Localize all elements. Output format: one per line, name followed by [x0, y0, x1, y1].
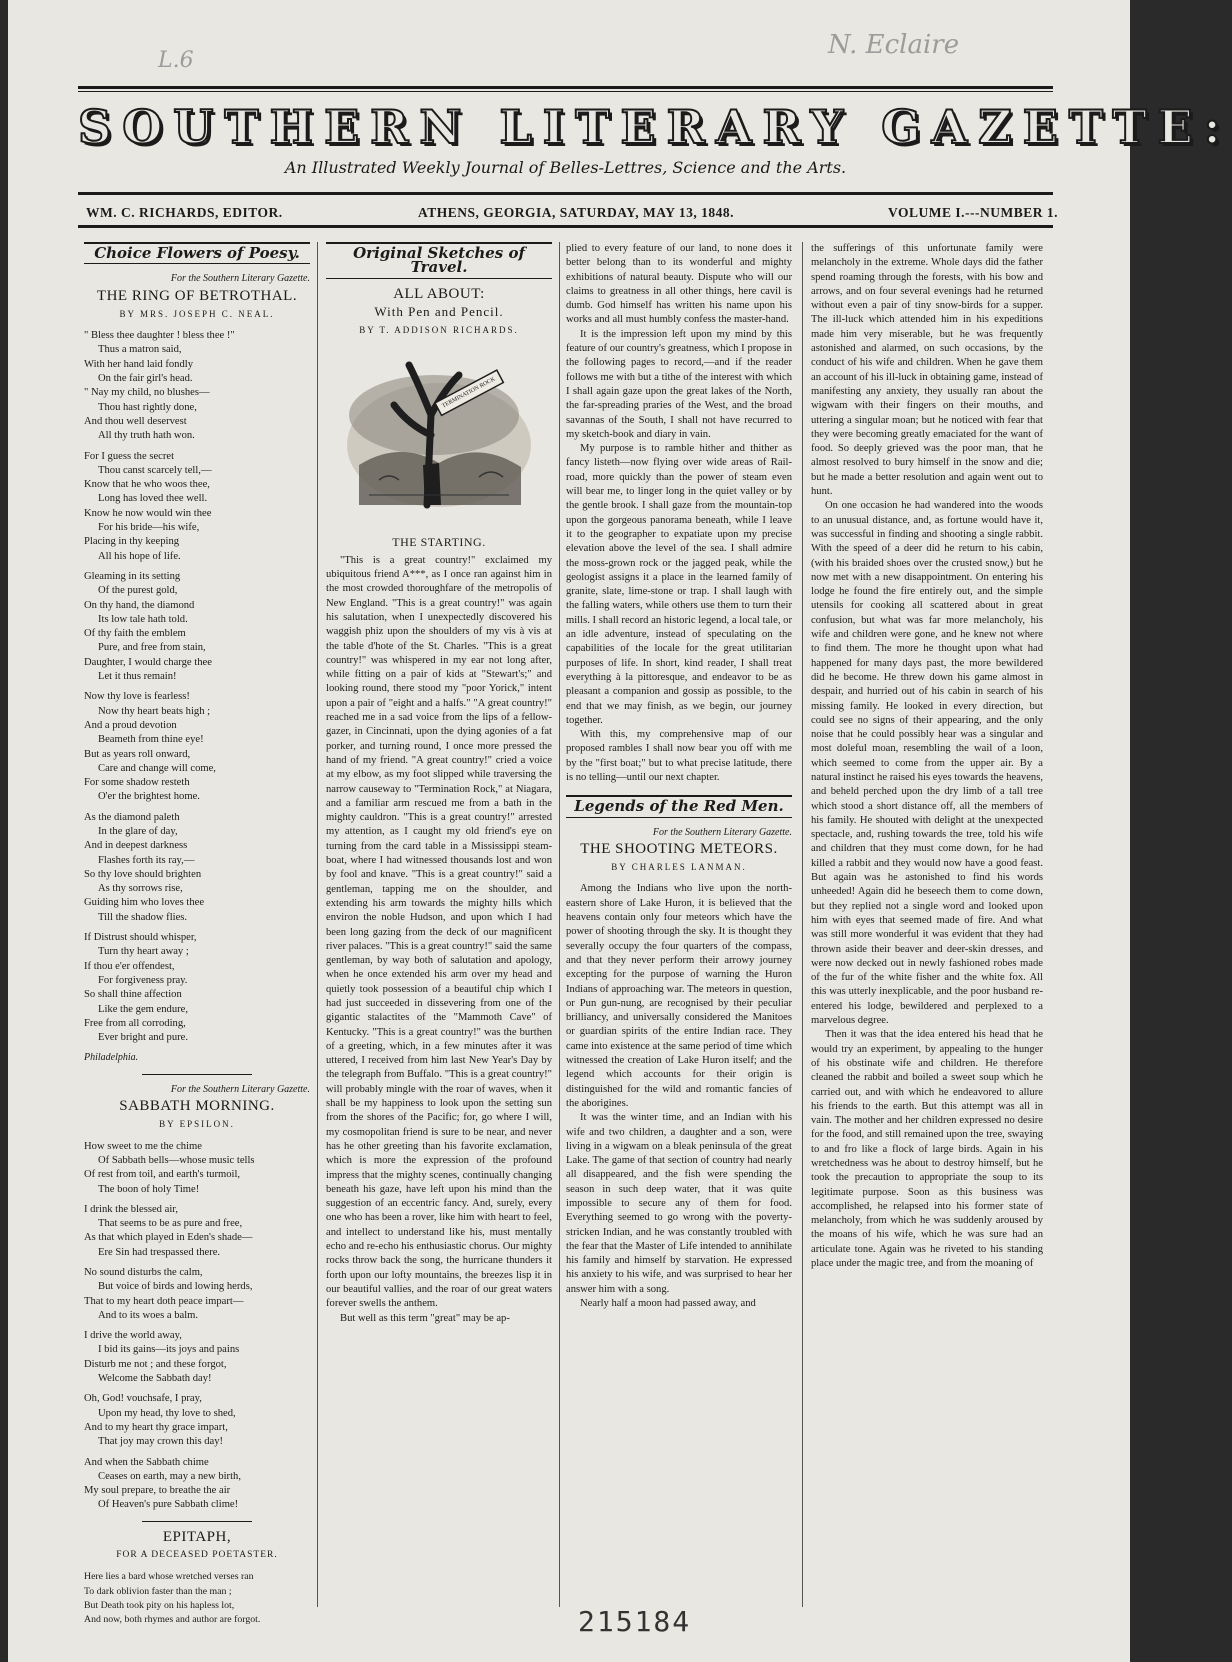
epitaph-line: To dark oblivion faster than the man ; — [84, 1585, 232, 1597]
poem-line: Know that he who woos thee, — [84, 479, 210, 491]
poem-stanza — [84, 1203, 310, 1260]
library-stamp-number: 215184 — [578, 1605, 692, 1638]
story-paragraph: It was the winter time, and an Indian with his wife and two children, a daughter and a son, were living in a wigwam on a bleak peninsula of the great Lake. The game of that section of country had nearly all disappeared, and the fish were spending the season in such deep water, that it was quite impossible to secure any of them for food. Everything seemed to go wrong with the poverty-stricken Indian, and he was constantly troubled with the fear that the Master of Life intended to annihilate his family and himself by starvation. He expressed his anxiety to his wife, and was surprised to hear her answer him with a song. — [566, 1112, 792, 1295]
epitaph-title: EPITAPH, — [162, 1528, 232, 1545]
poem-line: Now thy love is fearless! — [84, 691, 190, 703]
poem-stanza — [84, 811, 310, 925]
poem-line: I bid its gains—its joys and pains — [98, 1344, 240, 1356]
poem-line: Thou hast rightly done, — [98, 401, 197, 413]
poem-line: And in deepest darkness — [84, 840, 188, 852]
column-travel — [326, 242, 552, 1607]
poem-stanza — [84, 570, 310, 684]
column-poetry — [84, 242, 310, 1626]
tree-signpost-engraving — [339, 345, 539, 525]
poem-stanza — [84, 1266, 310, 1323]
poem-line: Upon my head, thy love to shed, — [98, 1407, 236, 1419]
poem-line: Of Sabbath bells—whose music tells — [98, 1154, 255, 1166]
story-paragraph: Then it was that the idea entered his head that he would try an experiment, by appealing to the hunger of his obstinate wife and children. He therefore cleaned the rabbit and boiled a sweet soup which he carried out, and with which he endeavored to allure his friends to the earth. But this attempt was all in vain. The mother and her children expressed no desire for the food, and still remained upon the tree, swaying to and fro like a flock of large birds. Again in his wretchedness was he about to destroy himself, but he took the precaution to appropriate the soup to its legitimate purpose. Soon as this business was accomplished, he relapsed into his former state of melancholy, from which he was suddenly aroused by the moans of his wife, which he was sure had an articulate tone. Again was he riveted to his standing place under the magic tree, and from the moaning of — [811, 1029, 1043, 1270]
poem-body — [84, 329, 310, 1045]
poem-line: Oh, God! vouchsafe, I pray, — [84, 1393, 202, 1405]
poem-body — [84, 1140, 310, 1513]
poem-line: Its low tale hath told. — [98, 613, 188, 625]
poem-line: " Bless thee daughter ! bless thee !" — [84, 330, 235, 342]
story-author: BY CHARLES LANMAN. — [611, 862, 747, 873]
poem-line: The boon of holy Time! — [98, 1183, 200, 1195]
poem-line: Like the gem endure, — [98, 1003, 189, 1015]
poem-line: Care and change will come, — [98, 762, 216, 774]
poem-line: As thy sorrows rise, — [98, 883, 183, 895]
article-title: ALL ABOUT: — [393, 285, 485, 302]
poem-source: For the Southern Literary Gazette. — [170, 1083, 310, 1095]
poem-line: Of rest from toil, and earth's turmoil, — [84, 1169, 241, 1181]
poem-stanza — [84, 1329, 310, 1386]
dateline-top-rule — [78, 192, 1053, 195]
poem-line: For some shadow resteth — [84, 777, 190, 789]
poem-line: O'er the brightest home. — [98, 791, 200, 803]
section-heading: Legends of the Red Men. — [566, 795, 792, 817]
poem-line: On the fair girl's head. — [98, 373, 193, 385]
story-paragraph: the sufferings of this unfortunate family were melancholy in the extreme. Whole days did the father spend roaming through the forests, with his bow and arrows, and on four several evenings had he returned without even a pair of tiny snow-birds for a supper. The ill-luck which attended him in his expeditions made him very miserable, but he was frequently astonished and alarmed, on such occasions, by the conduct of his wife and children. When he gave them an account of his ill-luck in obtaining game, instead of manifesting any anxiety, they usually ran about the wigwam with their fingers on their mouths, and uttering a singular moan; but he noticed with fear that they were becoming greatly emaciated for the want of food. So deeply grieved was the poor man, that he almost resolved to bury himself in the snow and die; but he made a better resolution and again went out to hunt. — [811, 243, 1043, 498]
poem-line: Let it thus remain! — [98, 671, 177, 683]
volume-number: VOLUME I.---NUMBER 1. — [888, 205, 1058, 220]
dateline-bottom-rule — [78, 225, 1053, 228]
column-divider — [317, 242, 318, 1607]
poem-line: On thy hand, the diamond — [84, 599, 195, 611]
story-paragraph: Among the Indians who live upon the north-eastern shore of Lake Huron, it is believed that the heavens contain only four meteors which have the power of shooting through the sky. It is thought they severally occupy the four quarters of the compass, and that they never perform their arrowy journey excepting for the purpose of warning the Huron Indians of approaching war. The meteors in question, or Pun gun-nung, are recognised by their peculiar brilliancy, and universally considered the Manitoes or guardian spirits of the entire Indian race. They came into existence at the same period of time which witnessed the creation of Lake Huron itself; and the legend which accounts for their origin is distinguished for the wild and romantic fancies of the aborigines. — [566, 883, 792, 1109]
poem-line: Know he now would win thee — [84, 507, 212, 519]
poem-line: Beameth from thine eye! — [98, 734, 204, 746]
poem-line: If thou e'er offendest, — [84, 960, 175, 972]
poem-line: For forgiveness pray. — [98, 974, 188, 986]
poem-line: That seems to be as pure and free, — [98, 1218, 243, 1230]
poem-line: For I guess the secret — [84, 450, 175, 462]
column-continued — [566, 242, 792, 1607]
article-paragraph: plied to every feature of our land, to none does it better belong than to its wonderful and mighty exhibitions of natural beauty. Dispute who will our claims to greatness in all other things, here cavil is dumb. God himself has written his name upon his works and all must humbly confess the master-hand. — [566, 243, 792, 326]
epitaph-line: But Death took pity on his hapless lot, — [84, 1599, 235, 1611]
article-subtitle: With Pen and Pencil. — [374, 303, 504, 319]
poem-line: For his bride—his wife, — [98, 522, 200, 534]
poem-line: Disturb me not ; and these forgot, — [84, 1358, 227, 1370]
poem-source: For the Southern Literary Gazette. — [170, 273, 310, 285]
poem-line: Pure, and free from stain, — [98, 642, 206, 654]
poem-line: Ceases on earth, may a new birth, — [98, 1470, 241, 1482]
poem-line: I drive the world away, — [84, 1330, 182, 1342]
poem-line: Long has loved thee well. — [98, 493, 208, 505]
poem-stanza — [84, 1456, 310, 1513]
pencil-note-left: L.6 — [158, 48, 194, 73]
poem-line: No sound disturbs the calm, — [84, 1267, 203, 1278]
column-divider — [802, 242, 803, 1607]
poem-line: All his hope of life. — [98, 550, 181, 562]
article-paragraph: "This is a great country!" exclaimed my ubiquitous friend A***, as I once ran against him in the most crowded thoroughfare of the metropolis of New England. "This is a great country!" was again his salutation, when I unexpectedly discovered his waggish phiz upon the shoulders of my vis à vis at the table d'hote of the St. Charles. "This is a great country!" was whispered in my ear not long after, while fitting on a pair of kids at "Stewart's;" and looking round, there stood my "poor Yorick," intent upon a pair of "eight and a halfs." "A great country!" reached me in a sad voice from the lips of a fellow-gazer, in Cincinnati, upon the dying agonies of a fat porker, and turning round, I once more pressed the hand of my friend. "A great country!" cried a voice at my elbow, as my foot slipped while traversing the narrow causeway to "Termination Rock," at Niagara, and a familiar arm rescued me from a bath in the mighty cauldron. "This is a great country!" arrested my attention, as I caught my old friend's eye on turning from the card table in a Mississippi steam-boat, where I had witnessed thousands lost and won by fool and knave. "This is a great country!" said a gentleman, tapping me on the shoulder, and extending his arm towards the mighty hills which environ the noble Hudson, and upon which I had been long gazing from the deck of our magnificent river palaces. "This is a great country!" said the same gentleman, by way both of salutation and apology, when he once extended his arm over my head and quietly took possession of a beautiful chip which I had just succeeded in dissevering from one of the gigantic stalactites of the "Mammoth Cave" of Kentucky. "This is a great country!" was the burthen of a greeting, which, in a few minutes after it was uttered, I received from him last New Year's Day by the telegraph from Buffalo. "This is a great country!" will probably mingle with the roar of waves, when it shall be my happiness to look upon the setting sun from the shores of the Pacific; for, go where I will, my cosmopolitan friend is sure to be near, and never has he other greeting than his favorite exclamation, which is more the expression of the profound impress that the mighty scenes, continually changing beneath his gaze, have left upon his mind than the suggestion of an eccentric fancy. And, surely, every one who has been a rover, like him with heart to feel, and intellect to understand like his, must mentally echo and re-echo his enthusiastic chorus. Our mighty rocks throw back the song, the hurricane thunders it forth upon our lofty mountains, the breezes lisp it in our beautiful vallies, and the roar of our great waters forever swells the anthem. — [326, 554, 552, 1310]
poem-line: And a proud devotion — [84, 719, 177, 731]
poem-line: As that which played in Eden's shade— — [84, 1232, 253, 1244]
story-paragraph: Nearly half a moon had passed away, and — [580, 1298, 756, 1310]
epitaph-line: And now, both rhymes and author are forgot. — [84, 1614, 261, 1626]
epitaph-body — [84, 1570, 310, 1627]
article-paragraph: But well as this term "great" may be ap- — [340, 1312, 510, 1324]
poem-stanza — [84, 690, 310, 804]
epitaph-subtitle: FOR A DECEASED POETASTER. — [116, 1550, 278, 1561]
poem-line: My soul prepare, to breathe the air — [84, 1485, 231, 1497]
poem-line: Guiding him who loves thee — [84, 897, 205, 909]
poem-title: THE RING OF BETROTHAL. — [96, 287, 298, 304]
article-paragraph: It is the impression left upon my mind by this feature of our country's greatness, which I propose in the following pages to record,—and if the reader follows me with but a tithe of the interest with which I shall again gaze upon the great lakes of the North, the far-spreading praries of the West, and the broad savannas of the South, I shall not have recurred to my sketch-book and diary in vain. — [566, 328, 792, 440]
story-paragraph: On one occasion he had wandered into the woods to an unusual distance, and, as fortune would have it, was successful in finding and shooting a single rabbit. With the speed of a deer did he return to his cabin, (with his braided shoes over the crusted snow,) but he now met with a new disappointment. On entering his lodge he found the fire entirely out, and the simple utensils for cooking all scattered about in great confusion, but what was far more melancholy, his wife and children were gone, and he knew not where to find them. The more he thought upon what had happened for many days past, the more bewildered did he become. He threw down his game almost in despair, and hurried out of his cabin in search of his missing family. He looked in every direction, but could see no signs of their appearing, and the only noise that he could possibly hear was a singular and most doleful moan, resembling the wail of a loon, which seemed to come from the upper air. By a natural instinct he raised his eyes towards the heavens, and beheld perched upon the dry limb of a tall tree which stood a short distance off, all the members of his family. He shouted with delight at the unexpected spectacle, and, rushing towards the tree, told his wife and children that they must come down, for he had killed a rabbit and they would now have a good feast. But again was he astonished to find his words unheeded! Again did he beseech them to come down, but they replied not a single word and looked upon him with eyes that seemed made of fire. And what was still more wonderful it was evident that they had thrown aside their beaver and deer-skin dresses, and were now decked out in newly fashioned robes made of the fur of the white fisher and the white fox. All this was utterly inexplicable, and the poor husband re-entered his lodge, bewildered and perplexed to a marvelous degree. — [811, 500, 1043, 1027]
poem-stanza — [84, 1392, 310, 1449]
poem-line: But voice of birds and lowing herds, — [98, 1281, 253, 1293]
pencil-note-right: N. Eclaire — [828, 30, 960, 60]
poem-line: And when the Sabbath chime — [84, 1456, 209, 1468]
signpost-label: TERMINATION ROCK — [441, 376, 497, 410]
story-title: THE SHOOTING METEORS. — [580, 840, 778, 857]
poem-title: SABBATH MORNING. — [119, 1098, 275, 1115]
poem-line: That joy may crown this day! — [98, 1436, 224, 1448]
poem-line: Turn thy heart away ; — [98, 946, 189, 958]
masthead-top-rule-thin — [78, 91, 1053, 92]
separator-rule — [142, 1521, 252, 1522]
poem-line: That to my heart doth peace impart— — [84, 1295, 244, 1307]
column-divider — [559, 242, 560, 1607]
poem-line: As the diamond paleth — [84, 811, 180, 823]
article-paragraph: With this, my comprehensive map of our proposed rambles I shall now bear you off with me by the "first boat;" but to what precise latitude, there is no telling—until our next chapter. — [566, 729, 792, 783]
poem-line: How sweet to me the chime — [84, 1140, 202, 1152]
masthead-title: SOUTHERN LITERARY GAZETTE: — [78, 100, 1232, 154]
dateline: ATHENS, GEORGIA, SATURDAY, MAY 13, 1848. — [418, 205, 735, 220]
poem-line: Ever bright and pure. — [98, 1032, 189, 1044]
article-paragraph: My purpose is to ramble hither and thither as fancy listeth—now flying over wide areas of Rail-road, more quickly than the power of steam even will bear me, to linger long in the quiet valley or by the gentle brook. I shall gaze from the mountain-top upon the gorgeous panorama beneath, while I leave it to the geographer to expatiate upon my precise elevation above the level of the sea. I shall admire the moss-grown rock or the jagged peak, while the geologist assigns it a place in the learned family of granite, slate, lime-stone or trap. I shall laugh with the falling waters, while others use them to turn their mills. I shall record an historic legend, a local tale, or an idle adventure, instead of speculating on the capabilities of the locale for the great utilitarian purposes of life. In short, kind reader, I shall treat everything à la pittoresque, and endeavor to be as pleasant a companion and gossip as possible, to the end that we may finish, as we begin, our journey together. — [566, 443, 792, 726]
poem-line: Free from all corroding, — [84, 1017, 186, 1029]
poem-author: BY MRS. JOSEPH C. NEAL. — [119, 308, 275, 319]
poem-line: If Distrust should whisper, — [84, 932, 197, 944]
masthead-subtitle: An Illustrated Weekly Journal of Belles-Lettres, Science and the Arts. — [284, 158, 847, 177]
article-author: BY T. ADDISON RICHARDS. — [359, 325, 519, 336]
poem-line: Thou canst scarcely tell,— — [98, 464, 212, 476]
poem-place: Philadelphia. — [84, 1052, 139, 1064]
poem-line: I drink the blessed air, — [84, 1203, 179, 1215]
story-source: For the Southern Literary Gazette. — [652, 826, 792, 838]
poem-line: Gleaming in its setting — [84, 570, 181, 582]
poem-line: Till the shadow flies. — [98, 911, 188, 923]
poem-author: BY EPSILON. — [159, 1119, 235, 1130]
poem-line: So shall thine affection — [84, 989, 182, 1001]
poem-line: Of thy faith the emblem — [84, 628, 186, 640]
poem-line: " Nay my child, no blushes— — [84, 387, 210, 399]
poem-stanza — [84, 329, 310, 443]
poem-line: And to my heart thy grace impart, — [84, 1421, 228, 1433]
editor-line: WM. C. RICHARDS, EDITOR. — [86, 205, 283, 220]
poem-line: Thus a matron said, — [98, 344, 182, 356]
poem-line: And to its woes a balm. — [98, 1309, 199, 1321]
poem-line: Of Heaven's pure Sabbath clime! — [98, 1499, 239, 1511]
column-legend-continued — [811, 242, 1043, 1607]
poem-line: With her hand laid fondly — [84, 358, 194, 370]
newspaper-page — [8, 0, 1232, 1662]
poem-line: Welcome the Sabbath day! — [98, 1373, 212, 1385]
poem-line: But as years roll onward, — [84, 748, 191, 760]
poem-line: In the glare of day, — [98, 825, 178, 837]
poem-stanza — [84, 1140, 310, 1197]
masthead-top-rule — [78, 86, 1053, 89]
separator-rule — [142, 1074, 252, 1075]
poem-line: Flashes forth its ray,— — [98, 854, 195, 866]
poem-stanza — [84, 931, 310, 1045]
epitaph-line: Here lies a bard whose wretched verses ran — [84, 1571, 254, 1583]
section-heading: Choice Flowers of Poesy. — [84, 242, 310, 264]
poem-line: Ere Sin had trespassed there. — [98, 1246, 221, 1258]
article-subhead: THE STARTING. — [392, 535, 486, 550]
section-heading: Original Sketches of Travel. — [326, 242, 552, 279]
poem-line: So thy love should brighten — [84, 868, 202, 880]
poem-line: Daughter, I would charge thee — [84, 656, 212, 668]
poem-line: Of the purest gold, — [98, 585, 178, 597]
poem-line: And thou well deservest — [84, 415, 187, 427]
poem-stanza — [84, 450, 310, 564]
poem-line: Now thy heart beats high ; — [98, 705, 211, 717]
poem-line: All thy truth hath won. — [98, 430, 195, 442]
poem-line: Placing in thy keeping — [84, 536, 180, 548]
